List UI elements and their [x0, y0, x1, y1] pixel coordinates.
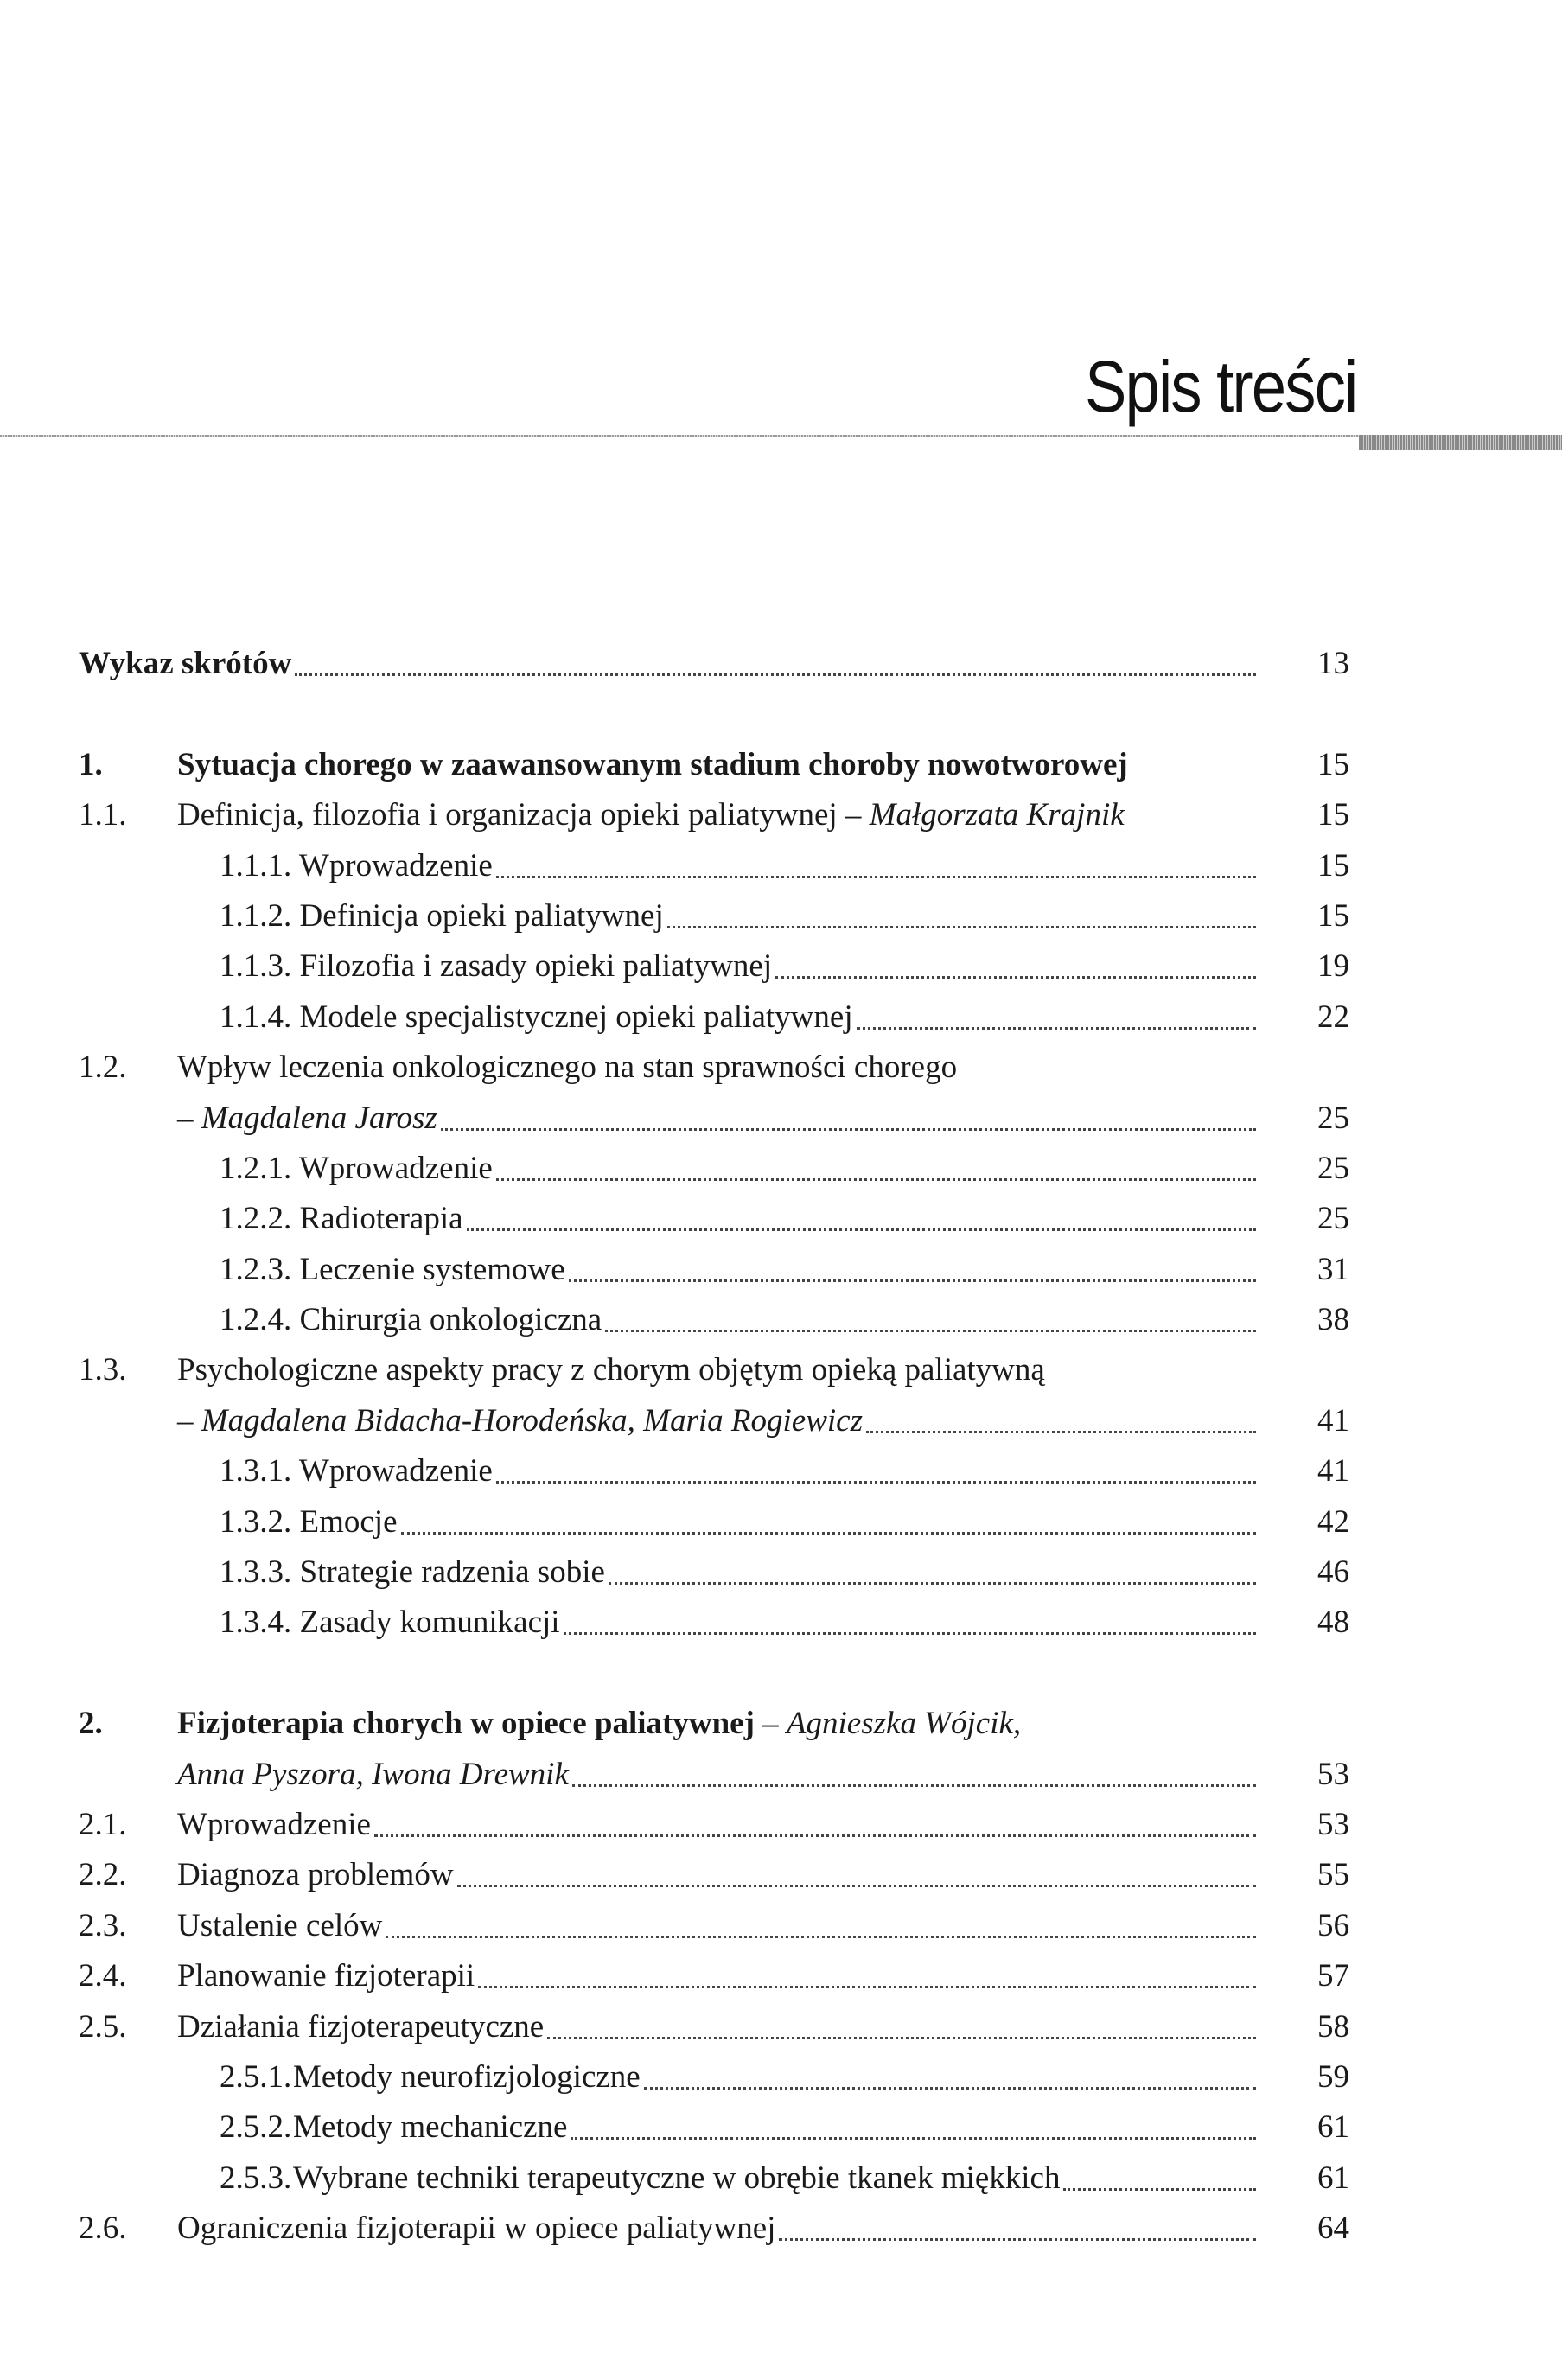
toc-entry-title [220, 891, 1261, 941]
toc-entry-title [293, 2052, 1261, 2102]
toc-entry-title [293, 2153, 1261, 2204]
toc-entry [0, 992, 1562, 1043]
table-of-contents [0, 639, 1562, 2255]
dot-leader [857, 992, 1256, 1030]
toc-entry-title [220, 1245, 1261, 1295]
toc-entry-title [177, 1901, 1261, 1951]
dot-leader [457, 1850, 1256, 1887]
toc-entry-number: 1.3. [79, 1352, 127, 1388]
toc-entry [0, 1800, 1562, 1850]
toc-entry [0, 1144, 1562, 1194]
toc-entry-page: 15 [1317, 897, 1349, 934]
toc-entry-title [220, 1194, 1261, 1244]
toc-entry [0, 1396, 1562, 1446]
toc-entry-title [177, 1951, 1261, 2001]
toc-entry-text: Planowanie fizjoterapii [177, 1958, 475, 1994]
dot-leader [386, 1901, 1256, 1938]
toc-entry-author: Małgorzata Krajnik [869, 797, 1125, 833]
toc-entry [0, 1345, 1562, 1395]
toc-entry-text: – [754, 1706, 787, 1742]
dot-leader [866, 1396, 1256, 1433]
toc-entry-title [220, 1547, 1261, 1598]
toc-entry-text: 1.1.4. Modele specjalistycznej opieki paliatywnej [220, 999, 853, 1035]
toc-entry-text: Metody neurofizjologiczne [293, 2058, 641, 2095]
toc-entry-text: Metody mechaniczne [293, 2109, 568, 2146]
title-rule [0, 435, 1562, 437]
toc-entry-text: Wprowadzenie [177, 1806, 371, 1842]
toc-entry [0, 1446, 1562, 1496]
toc-entry [0, 1194, 1562, 1244]
toc-entry-title [177, 2204, 1261, 2254]
toc-entry-text: Ograniczenia fizjoterapii w opiece paliatywnej [177, 2211, 776, 2247]
toc-entry-number: 1.1. [79, 797, 127, 833]
toc-entry-page: 13 [1317, 646, 1349, 681]
toc-entry-page: 64 [1317, 2211, 1349, 2247]
toc-entry-page: 53 [1317, 1806, 1349, 1842]
dot-leader [478, 1951, 1256, 1988]
dot-leader [667, 891, 1256, 928]
toc-entry-page: 61 [1317, 2160, 1349, 2196]
dot-leader [467, 1194, 1256, 1231]
toc-entry-page: 31 [1317, 1251, 1349, 1287]
toc-entry-author: Magdalena Jarosz [201, 1100, 437, 1136]
dot-leader [644, 2052, 1256, 2090]
toc-entry-title [177, 2002, 1261, 2052]
dot-leader [609, 1547, 1256, 1585]
toc-entry-text: 1.1.3. Filozofia i zasady opieki paliatywnej [220, 948, 773, 985]
toc-entry-title [177, 1345, 1261, 1395]
toc-entry [0, 2153, 1562, 2204]
toc-entry-title [177, 1800, 1261, 1850]
toc-entry-number: 2.5. [79, 2008, 127, 2045]
toc-entry [0, 1497, 1562, 1547]
toc-entry-text: 1.1.1. Wprowadzenie [220, 847, 493, 884]
toc-entry-page: 19 [1317, 948, 1349, 985]
toc-entry-page: 15 [1317, 746, 1349, 782]
toc-entry [0, 2204, 1562, 2254]
toc-entry-number: 2.1. [79, 1806, 127, 1842]
toc-entry-title [220, 1497, 1261, 1547]
dot-leader [496, 1144, 1256, 1181]
toc-entry-text: 1.2.2. Radioterapia [220, 1201, 463, 1237]
toc-entry-author: Anna Pyszora, Iwona Drewnik [177, 1756, 569, 1792]
dot-leader [779, 2204, 1256, 2241]
toc-entry-text: Wykaz skrótów [79, 646, 292, 681]
toc-entry [0, 1699, 1562, 1749]
dot-leader [401, 1497, 1256, 1535]
toc-entry-title [177, 740, 1261, 790]
toc-entry-number: 2.5.2. [220, 2109, 292, 2146]
dot-leader [775, 941, 1256, 979]
toc-entry [0, 740, 1562, 790]
toc-entry [0, 1951, 1562, 2001]
toc-entry-text: 1.3.1. Wprowadzenie [220, 1453, 493, 1490]
toc-entry-author: Agnieszka Wójcik, [786, 1706, 1022, 1742]
toc-entry-title [177, 1750, 1261, 1800]
toc-entry-page: 41 [1317, 1453, 1349, 1490]
toc-entry [0, 2002, 1562, 2052]
toc-entry-text: 1.3.2. Emocje [220, 1503, 398, 1540]
toc-entry [0, 891, 1562, 941]
toc-entry-title [79, 639, 1261, 689]
toc-entry-page: 15 [1317, 797, 1349, 833]
toc-entry-text: Wpływ leczenia onkologicznego na stan sprawności chorego [177, 1050, 958, 1086]
toc-entry-title [177, 1850, 1261, 1900]
toc-entry [0, 941, 1562, 992]
toc-entry [0, 1547, 1562, 1598]
toc-entry [0, 790, 1562, 840]
toc-entry-page: 46 [1317, 1554, 1349, 1591]
dot-leader [571, 2102, 1256, 2140]
page-title: Spis treści [1084, 346, 1356, 427]
title-rule-accent [1359, 435, 1562, 450]
toc-entry-text: Wybrane techniki terapeutyczne w obrębie tkanek miękkich [293, 2160, 1061, 2196]
dot-leader [496, 841, 1256, 878]
toc-entry-text: 1.3.3. Strategie radzenia sobie [220, 1554, 605, 1591]
toc-entry [0, 1245, 1562, 1295]
toc-entry-text: 1.3.4. Zasady komunikacji [220, 1605, 560, 1641]
dot-leader [605, 1295, 1256, 1332]
toc-entry-title [177, 1094, 1261, 1144]
dot-leader [496, 1446, 1256, 1484]
toc-entry-text: Fizjoterapia chorych w opiece paliatywnej [177, 1706, 755, 1742]
toc-entry-title [220, 1295, 1261, 1345]
dot-leader [374, 1800, 1256, 1837]
toc-entry-title [220, 841, 1261, 891]
toc-entry-page: 53 [1317, 1756, 1349, 1792]
spacer [0, 1649, 1562, 1699]
toc-entry-title [220, 941, 1261, 992]
toc-entry-number: 2.6. [79, 2211, 127, 2247]
toc-entry-page: 41 [1317, 1402, 1349, 1439]
toc-entry-title [220, 1598, 1261, 1648]
toc-entry-text: Diagnoza problemów [177, 1857, 454, 1893]
toc-entry-number: 2.5.1. [220, 2058, 292, 2095]
toc-entry [0, 1043, 1562, 1093]
toc-entry-author: Magdalena Bidacha-Horodeńska, Maria Rogiewicz [201, 1402, 863, 1439]
toc-entry-page: 61 [1317, 2109, 1349, 2146]
toc-entry-number: 2. [79, 1706, 103, 1742]
toc-entry [0, 639, 1562, 689]
toc-entry-text: Sytuacja chorego w zaawansowanym stadium choroby nowotworowej [177, 746, 1128, 782]
toc-entry-number: 1.2. [79, 1050, 127, 1086]
toc-entry-page: 25 [1317, 1100, 1349, 1136]
toc-entry-title [220, 1446, 1261, 1496]
toc-entry-page: 55 [1317, 1857, 1349, 1893]
toc-entry [0, 2102, 1562, 2153]
toc-entry-title [177, 1043, 1261, 1093]
toc-entry-text: – [177, 1100, 201, 1136]
toc-entry-title [293, 2102, 1261, 2153]
toc-entry-page: 48 [1317, 1605, 1349, 1641]
dot-leader [569, 1245, 1256, 1282]
toc-entry-number: 2.4. [79, 1958, 127, 1994]
toc-entry-page: 59 [1317, 2058, 1349, 2095]
toc-entry-number: 2.2. [79, 1857, 127, 1893]
spacer [0, 689, 1562, 739]
toc-entry-title [220, 992, 1261, 1043]
toc-entry-page: 42 [1317, 1503, 1349, 1540]
toc-entry-page: 25 [1317, 1150, 1349, 1186]
toc-entry-number: 2.3. [79, 1907, 127, 1943]
toc-entry [0, 1901, 1562, 1951]
toc-entry-title [177, 1396, 1261, 1446]
toc-entry-text: Psychologiczne aspekty pracy z chorym objętym opieką paliatywną [177, 1352, 1045, 1388]
dot-leader [295, 639, 1256, 676]
dot-leader [441, 1094, 1256, 1131]
toc-entry-text: 1.2.3. Leczenie systemowe [220, 1251, 565, 1287]
toc-entry [0, 841, 1562, 891]
toc-entry-title [177, 790, 1261, 840]
toc-entry-text: Ustalenie celów [177, 1907, 383, 1943]
toc-entry [0, 1295, 1562, 1345]
toc-entry [0, 1850, 1562, 1900]
toc-entry-page: 56 [1317, 1907, 1349, 1943]
toc-entry-text: Definicja, filozofia i organizacja opieki paliatywnej – [177, 797, 870, 833]
dot-leader [1063, 2153, 1256, 2191]
toc-entry [0, 1094, 1562, 1144]
toc-entry-page: 22 [1317, 999, 1349, 1035]
toc-entry-page: 25 [1317, 1201, 1349, 1237]
dot-leader [572, 1750, 1256, 1787]
toc-entry-number: 2.5.3. [220, 2160, 292, 2196]
toc-entry-title [220, 1144, 1261, 1194]
toc-entry [0, 1750, 1562, 1800]
toc-entry-text: 1.2.1. Wprowadzenie [220, 1150, 493, 1186]
toc-entry-text: 1.2.4. Chirurgia onkologiczna [220, 1302, 602, 1338]
toc-entry-text: Działania fizjoterapeutyczne [177, 2008, 545, 2045]
toc-entry [0, 1598, 1562, 1648]
toc-entry-number: 1. [79, 746, 103, 782]
toc-entry-page: 58 [1317, 2008, 1349, 2045]
dot-leader [547, 2002, 1256, 2039]
toc-entry-page: 15 [1317, 847, 1349, 884]
toc-entry-text: – [177, 1402, 201, 1439]
toc-entry-text: 1.1.2. Definicja opieki paliatywnej [220, 897, 664, 934]
toc-entry-title [177, 1699, 1261, 1749]
toc-entry [0, 2052, 1562, 2102]
toc-entry-page: 38 [1317, 1302, 1349, 1338]
toc-entry-page: 57 [1317, 1958, 1349, 1994]
dot-leader [564, 1598, 1256, 1635]
